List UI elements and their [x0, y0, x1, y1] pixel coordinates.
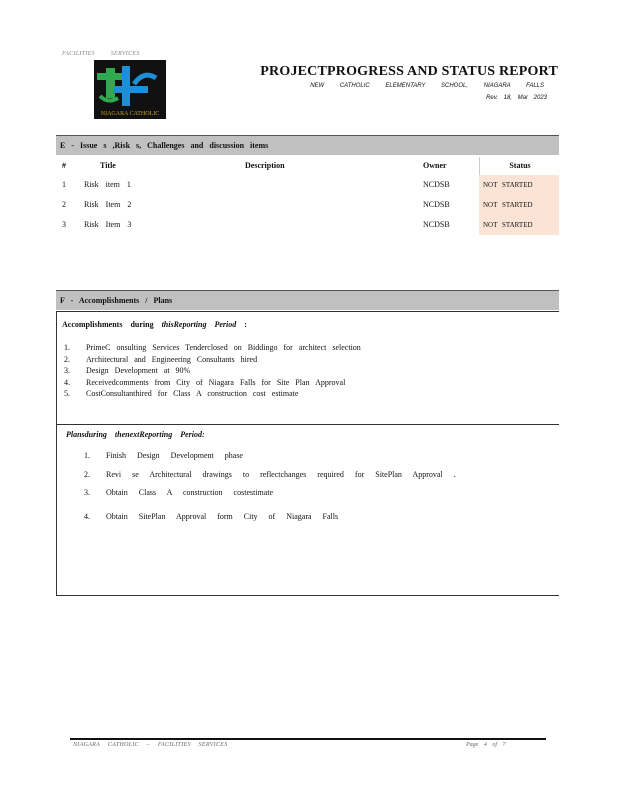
list-number: 2. — [64, 354, 70, 364]
logo-text: NIAGARA CATHOLIC — [100, 111, 160, 117]
list-text: CostConsultanthired for Class A construction cost estimate — [86, 389, 299, 398]
report-title: PROJECTPROGRESS AND STATUS REPORT — [260, 64, 558, 79]
list-item — [64, 388, 361, 400]
row-owner: NCDSB — [423, 200, 450, 209]
footer-organization: NIAGARA CATHOLIC – FACILITIES SERVICES — [73, 742, 228, 748]
section-f-heading: F - Accomplishments / Plans — [56, 290, 559, 310]
status-badge: NOT STARTED — [479, 195, 559, 215]
list-item — [84, 511, 456, 523]
department-word-1: FACILITIES — [62, 51, 95, 57]
column-header-description: Description — [245, 161, 285, 170]
list-item — [84, 450, 456, 462]
accomplishments-heading-part-2: thisReporting Period — [161, 320, 237, 329]
column-header-owner: Owner — [423, 161, 447, 170]
list-number: 1. — [84, 451, 90, 460]
list-text: Finish Design Development phase — [106, 451, 243, 460]
row-number: 1 — [62, 180, 66, 189]
row-number: 3 — [62, 220, 66, 229]
column-header-title: Title — [100, 161, 116, 170]
list-text: Receivedcomments from City of Niagara Falls for Site Plan Approval — [86, 377, 346, 387]
list-number: 2. — [84, 469, 90, 479]
list-number: 3. — [64, 366, 70, 375]
section-e-heading: E - Issue s ,Risk s, Challenges and discussion items — [56, 135, 559, 155]
row-number: 2 — [62, 200, 66, 209]
accomplishments-heading — [62, 320, 247, 329]
list-text: Design Development at 90% — [86, 366, 191, 375]
row-title: Risk Item 3 — [84, 220, 132, 229]
project-name: NEW CATHOLIC ELEMENTARY SCHOOL, NIAGARA FALLS — [310, 83, 544, 89]
plans-heading: Plansduring thenextReporting Period: — [66, 430, 205, 439]
list-text: Obtain SitePlan Approval form City of Niagara Falls — [106, 511, 339, 521]
accomplishments-heading-part-1: Accomplishments during — [62, 320, 162, 329]
list-number: 1. — [64, 343, 70, 352]
revision-date: Rev. 18, Mar 2023 — [486, 95, 547, 101]
list-item — [84, 487, 456, 499]
list-item — [64, 377, 361, 389]
row-title: Risk item 1 — [84, 180, 131, 189]
department-label — [62, 51, 154, 57]
table-row — [56, 215, 559, 235]
list-text: PrimeC onsulting Services Tenderclosed on Biddingo for architect selection — [86, 343, 361, 352]
issues-table-header — [0, 157, 618, 175]
page-number: Page 4 of 7 — [466, 742, 506, 748]
row-owner: NCDSB — [423, 220, 450, 229]
accomplishments-heading-part-3: : — [236, 320, 247, 329]
status-badge: NOT STARTED — [479, 215, 559, 235]
section-divider — [56, 424, 559, 425]
list-item — [64, 342, 361, 354]
list-number: 3. — [84, 488, 90, 497]
table-row — [56, 175, 559, 195]
list-item — [64, 365, 361, 377]
list-text: Obtain Class A construction costestimate — [106, 488, 274, 497]
accomplishments-list — [64, 342, 361, 400]
column-header-status: Status — [479, 157, 560, 175]
list-item — [84, 469, 456, 481]
list-item — [64, 354, 361, 366]
footer-rule — [70, 738, 546, 740]
niagara-catholic-logo — [94, 60, 166, 119]
plans-list — [84, 450, 456, 529]
table-row — [56, 195, 559, 215]
list-number: 4. — [84, 511, 90, 521]
list-text: Revi se Architectural drawings to reflectchanges required for SitePlan Approval . — [106, 469, 456, 479]
row-title: Risk Item 2 — [84, 200, 132, 209]
column-header-number: # — [62, 161, 66, 170]
list-text: Architectural and Engineering Consultants hired — [86, 354, 258, 364]
list-number: 4. — [64, 377, 70, 387]
row-owner: NCDSB — [423, 180, 450, 189]
status-badge: NOT STARTED — [479, 175, 559, 195]
department-word-2: SERVICES — [110, 51, 140, 57]
list-number: 5. — [64, 389, 70, 398]
